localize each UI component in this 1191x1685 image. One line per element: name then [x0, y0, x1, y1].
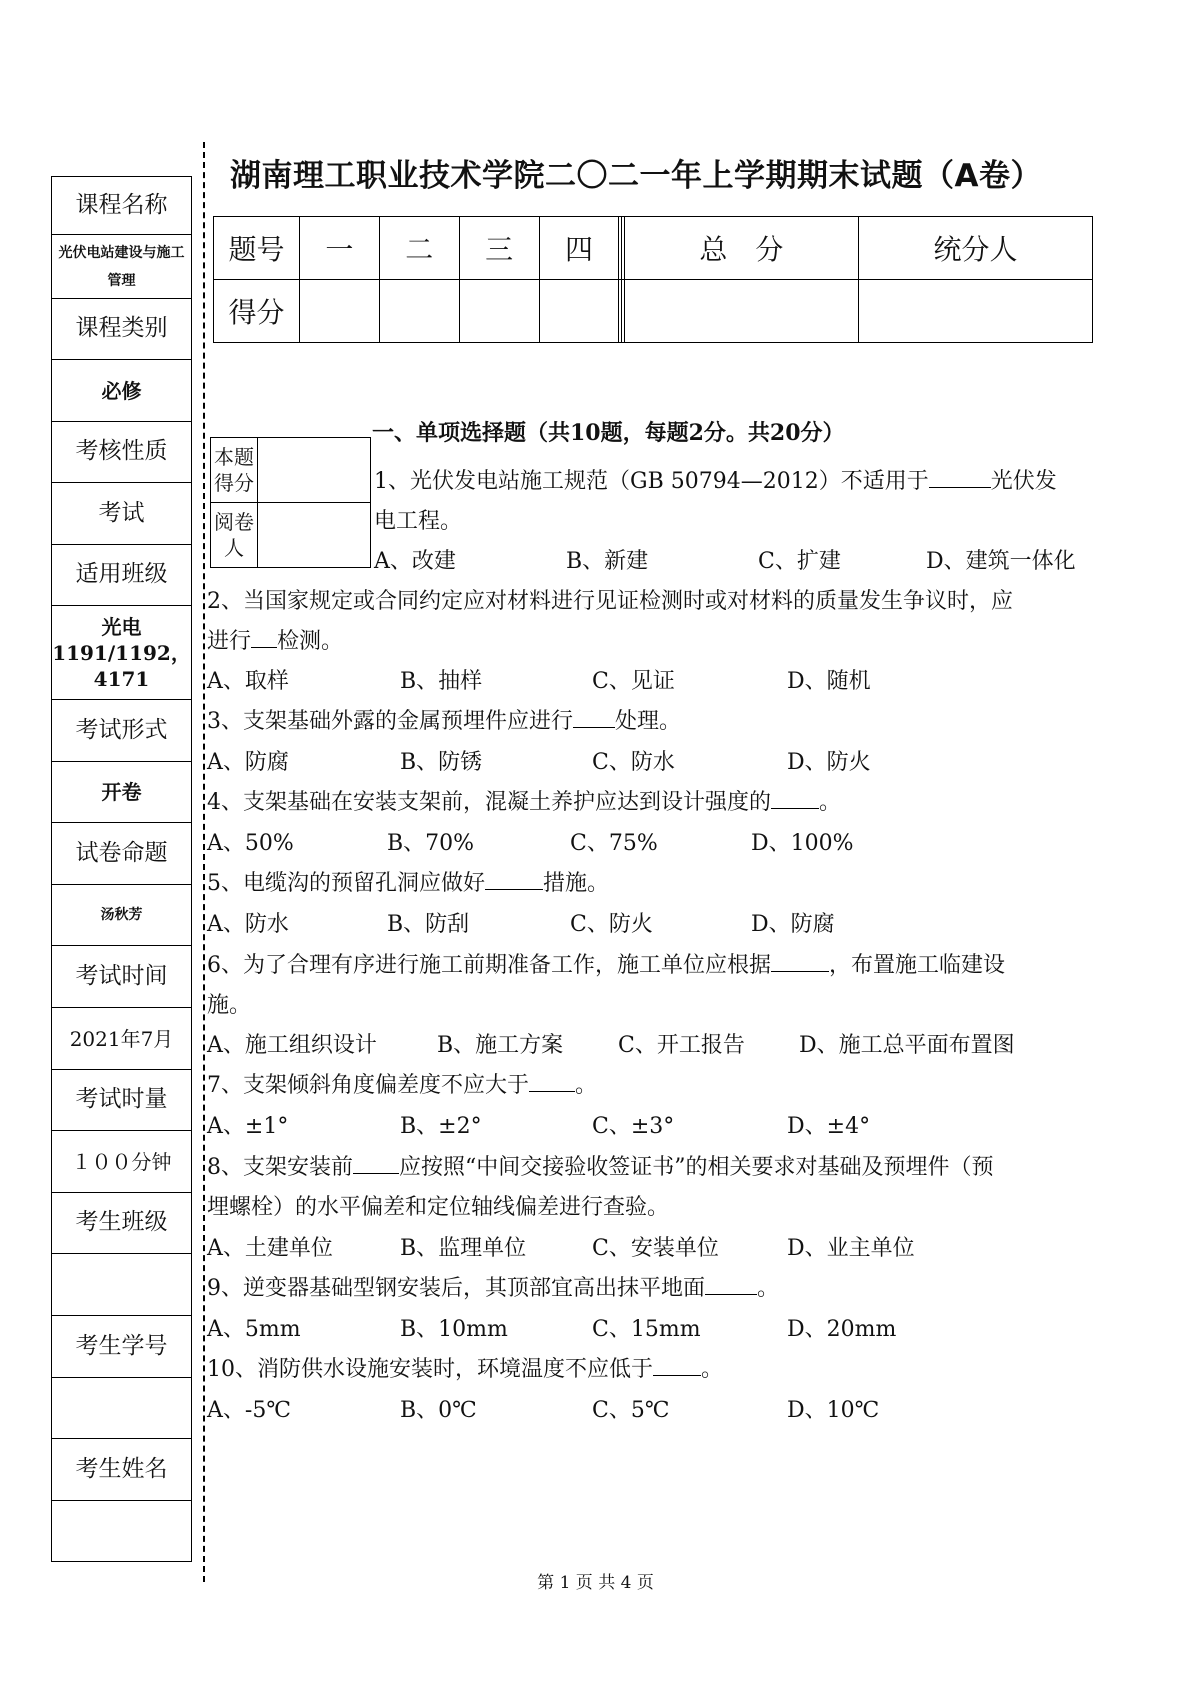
- option-a[interactable]: A、5mm: [207, 1317, 301, 1342]
- option-b[interactable]: B、抽样: [400, 669, 483, 694]
- option-a[interactable]: A、防水: [207, 912, 289, 937]
- score-cell[interactable]: [379, 280, 459, 343]
- info-cell: 汤秋芳: [52, 885, 191, 946]
- question-text: 进行: [207, 629, 252, 654]
- binding-line: [203, 142, 205, 1582]
- score-table: [213, 216, 1093, 343]
- question-text: 1、光伏发电站施工规范（GB 50794—2012）不适用于: [374, 469, 929, 494]
- info-cell: 考试时量: [52, 1070, 191, 1131]
- answer-blank[interactable]: [929, 465, 991, 488]
- score-header-row: [214, 217, 1093, 280]
- score-header-cell: 题号: [214, 217, 300, 280]
- info-cell: 必修: [52, 360, 191, 422]
- score-cell[interactable]: [624, 280, 858, 343]
- question-text: 。: [757, 1276, 780, 1301]
- question-3: [207, 704, 681, 735]
- answer-blank[interactable]: [529, 1069, 575, 1092]
- score-cell[interactable]: [858, 280, 1092, 343]
- score-cell[interactable]: [459, 280, 539, 343]
- info-cell: 考生班级: [52, 1193, 191, 1254]
- question-2: 2、当国家规定或合同约定应对材料进行见证检测时或对材料的质量发生争议时，应: [207, 589, 1013, 614]
- question-1-line2: 电工程。: [374, 509, 463, 534]
- info-cell: 课程名称: [52, 177, 191, 235]
- question-9: [207, 1271, 779, 1302]
- answer-blank[interactable]: [653, 1353, 701, 1376]
- question-7: [207, 1068, 597, 1099]
- option-b[interactable]: B、防锈: [400, 750, 483, 775]
- question-5: [207, 866, 609, 897]
- info-cell: 适用班级: [52, 545, 191, 606]
- option-b[interactable]: B、±2°: [400, 1114, 482, 1139]
- question-text: 8、支架安装前: [207, 1155, 353, 1180]
- question-text: 10、消防供水设施安装时，环境温度不应低于: [207, 1357, 653, 1382]
- option-d[interactable]: D、施工总平面布置图: [799, 1033, 1015, 1058]
- option-d[interactable]: D、业主单位: [787, 1236, 915, 1261]
- option-d[interactable]: D、防腐: [751, 912, 835, 937]
- option-a[interactable]: A、防腐: [207, 750, 289, 775]
- question-text: ，布置施工临建设: [829, 953, 1006, 978]
- score-header-cell: 总 分: [624, 217, 858, 280]
- score-header-cell: 一: [300, 217, 380, 280]
- option-a[interactable]: A、50%: [207, 831, 294, 856]
- review-label-reviewer: 阅卷人: [211, 503, 258, 567]
- option-c[interactable]: C、75%: [570, 831, 658, 856]
- option-c[interactable]: C、防水: [592, 750, 675, 775]
- score-header-cell: 统分人: [858, 217, 1092, 280]
- question-text: 应按照“中间交接验收签证书”的相关要求对基础及预埋件（预: [399, 1155, 994, 1180]
- question-1: [374, 464, 1057, 495]
- info-cell: 2021年7月: [52, 1008, 191, 1070]
- option-d[interactable]: D、20mm: [787, 1317, 897, 1342]
- option-c[interactable]: C、防火: [570, 912, 653, 937]
- info-cell: 考核性质: [52, 422, 191, 483]
- info-cell: 考试: [52, 483, 191, 545]
- option-a[interactable]: A、取样: [207, 669, 289, 694]
- question-8: [207, 1150, 994, 1181]
- question-text: 措施。: [543, 871, 610, 896]
- question-text: 7、支架倾斜角度偏差度不应大于: [207, 1073, 529, 1098]
- page-title: 湖南理工职业技术学院二〇二一年上学期期末试题（A卷）: [230, 158, 1042, 194]
- answer-blank[interactable]: [573, 705, 615, 728]
- question-2-line2: [207, 624, 343, 655]
- option-b[interactable]: B、监理单位: [400, 1236, 527, 1261]
- score-cell[interactable]: [300, 280, 380, 343]
- question-text: 3、支架基础外露的金属预埋件应进行: [207, 709, 573, 734]
- info-cell: 试卷命题: [52, 823, 191, 885]
- option-b[interactable]: B、70%: [387, 831, 475, 856]
- info-cell: 考生学号: [52, 1316, 191, 1378]
- info-cell: 课程类别: [52, 299, 191, 360]
- review-reviewer-cell[interactable]: [258, 503, 370, 567]
- answer-blank[interactable]: [353, 1151, 399, 1174]
- info-cell: 光电 1191/1192，4171: [52, 606, 191, 700]
- option-b[interactable]: B、10mm: [400, 1317, 508, 1342]
- review-label-score: 本题得分: [211, 438, 258, 502]
- question-text: 。: [819, 790, 842, 815]
- info-blank-cell[interactable]: [52, 1254, 191, 1316]
- option-d[interactable]: D、建筑一体化: [926, 549, 1076, 574]
- score-row-label: 得分: [214, 280, 300, 343]
- option-d[interactable]: D、10℃: [787, 1398, 880, 1423]
- option-a[interactable]: A、-5℃: [207, 1398, 291, 1423]
- question-text: 光伏发: [990, 469, 1057, 494]
- question-text: 检测。: [277, 629, 344, 654]
- answer-blank[interactable]: [771, 786, 819, 809]
- page-number: 第 1 页 共 4 页: [537, 1573, 654, 1593]
- question-text: 处理。: [615, 709, 682, 734]
- question-text: 9、逆变器基础型钢安装后，其顶部宜高出抹平地面: [207, 1276, 705, 1301]
- info-cell: 光伏电站建设与施工管理: [52, 235, 191, 299]
- option-c[interactable]: C、安装单位: [592, 1236, 719, 1261]
- question-text: 4、支架基础在安装支架前，混凝土养护应达到设计强度的: [207, 790, 771, 815]
- info-cell: 开卷: [52, 762, 191, 823]
- info-cell: 考试时间: [52, 946, 191, 1008]
- info-cell: 考试形式: [52, 700, 191, 762]
- question-text: 5、电缆沟的预留孔洞应做好: [207, 871, 485, 896]
- review-score-cell[interactable]: [258, 438, 370, 502]
- option-a[interactable]: A、施工组织设计: [207, 1033, 377, 1058]
- answer-blank[interactable]: [485, 867, 543, 890]
- option-b[interactable]: B、防刮: [387, 912, 470, 937]
- option-c[interactable]: C、±3°: [592, 1114, 675, 1139]
- answer-blank[interactable]: [251, 625, 277, 648]
- answer-blank[interactable]: [705, 1272, 757, 1295]
- score-cell[interactable]: [539, 280, 619, 343]
- score-header-cell: 二: [379, 217, 459, 280]
- option-c[interactable]: C、15mm: [592, 1317, 701, 1342]
- score-header-cell: 四: [539, 217, 619, 280]
- question-text: 6、为了合理有序进行施工前期准备工作，施工单位应根据: [207, 953, 771, 978]
- question-8-line2: 埋螺栓）的水平偏差和定位轴线偏差进行查验。: [207, 1195, 670, 1220]
- option-d[interactable]: D、随机: [787, 669, 871, 694]
- question-text: 。: [701, 1357, 724, 1382]
- option-a[interactable]: A、改建: [374, 549, 456, 574]
- info-cell: １００分钟: [52, 1131, 191, 1193]
- answer-blank[interactable]: [771, 949, 829, 972]
- score-value-row: [214, 280, 1093, 343]
- option-b[interactable]: B、施工方案: [437, 1033, 564, 1058]
- option-c[interactable]: C、扩建: [758, 549, 841, 574]
- info-cell: 考生姓名: [52, 1439, 191, 1501]
- info-blank-cell[interactable]: [52, 1378, 191, 1439]
- info-blank-cell[interactable]: [52, 1501, 191, 1562]
- option-b[interactable]: B、新建: [566, 549, 649, 574]
- exam-info-column: [51, 176, 192, 1562]
- option-c[interactable]: C、5℃: [592, 1398, 670, 1423]
- option-c[interactable]: C、开工报告: [618, 1033, 745, 1058]
- option-d[interactable]: D、防火: [787, 750, 871, 775]
- question-6: [207, 948, 1005, 979]
- question-6-line2: 施。: [207, 993, 252, 1018]
- score-header-cell: 三: [459, 217, 539, 280]
- option-a[interactable]: A、±1°: [207, 1114, 289, 1139]
- option-d[interactable]: D、100%: [751, 831, 854, 856]
- option-c[interactable]: C、见证: [592, 669, 675, 694]
- review-box: [210, 437, 371, 568]
- question-text: 。: [575, 1073, 598, 1098]
- question-10: [207, 1352, 723, 1383]
- question-4: [207, 785, 841, 816]
- option-a[interactable]: A、土建单位: [207, 1236, 333, 1261]
- option-b[interactable]: B、0℃: [400, 1398, 477, 1423]
- option-d[interactable]: D、±4°: [787, 1114, 871, 1139]
- section-heading: 一、单项选择题（共10题，每题2分。共20分）: [372, 420, 845, 446]
